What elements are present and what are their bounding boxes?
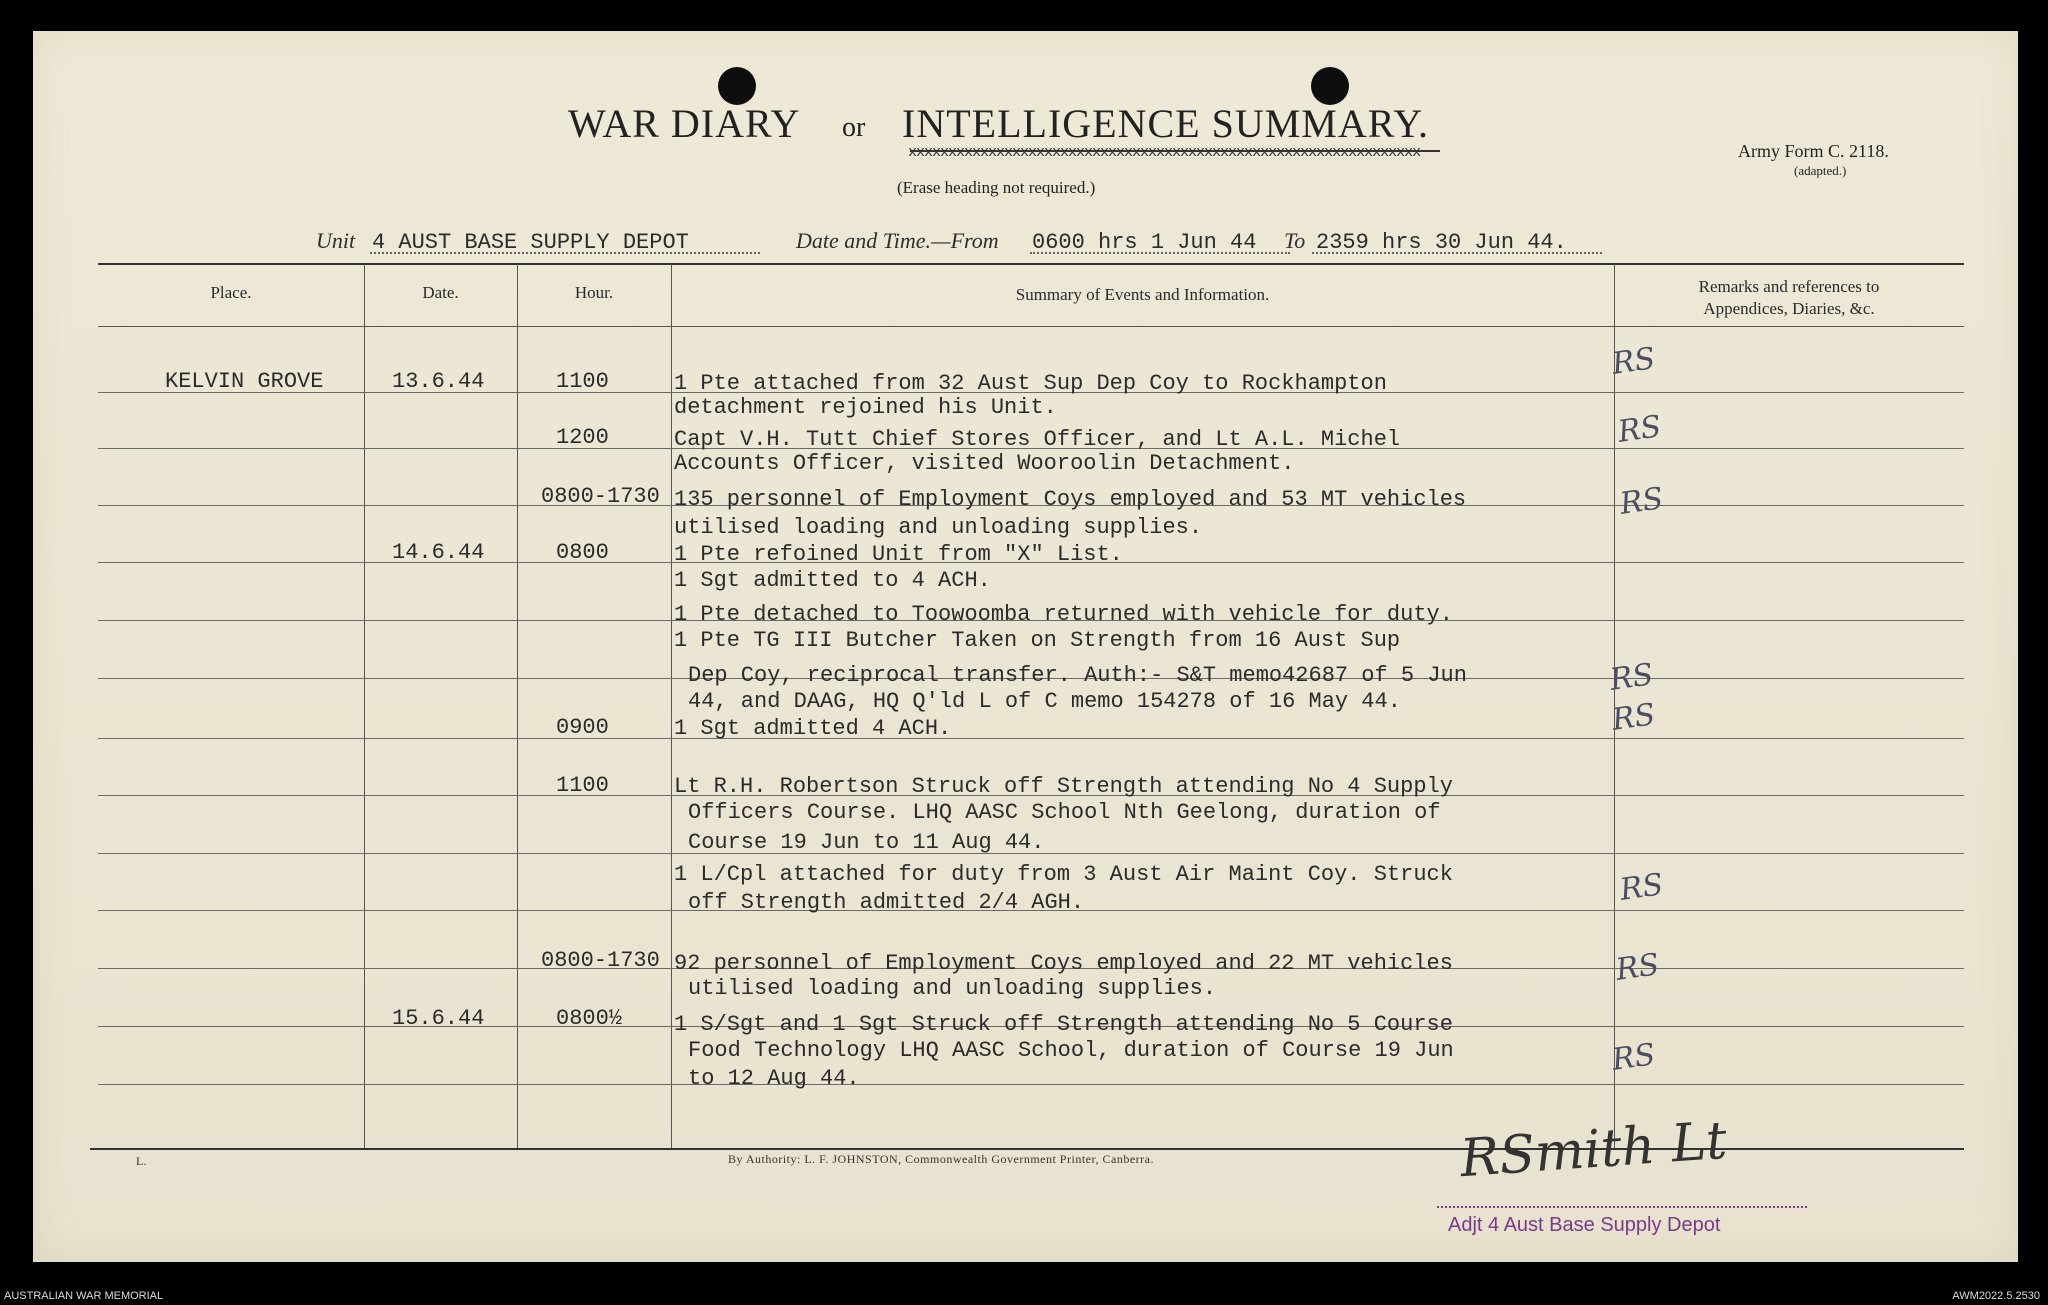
remarks-initials: RS [1617, 867, 1666, 908]
summary-line: Lt R.H. Robertson Struck off Strength attending No 4 Supply [674, 774, 1453, 799]
remarks-initials: RS [1607, 657, 1656, 698]
adjutant-stamp: Adjt 4 Aust Base Supply Depot [1448, 1214, 1721, 1236]
printer-authority: By Authority: L. F. JOHNSTON, Commonwealth Government Printer, Canberra. [728, 1152, 1154, 1166]
col-header-summary: Summary of Events and Information. [1015, 285, 1270, 304]
col-divider-2 [517, 264, 518, 1148]
col-header-hour: Hour. [574, 283, 614, 302]
struck-heading: INTELLIGENCE SUMMARY. [902, 101, 1429, 146]
hour-cell: 0800½ [556, 1006, 623, 1031]
summary-line: Dep Coy, reciprocal transfer. Auth:- S&T memo42687 of 5 Jun [688, 663, 1467, 688]
summary-line: 135 personnel of Employment Coys employed and 53 MT vehicles [674, 487, 1467, 512]
unit-label: Unit [316, 228, 356, 253]
ruled-line [98, 1084, 1964, 1085]
summary-line: off Strength admitted 2/4 AGH. [688, 890, 1085, 915]
place-cell: KELVIN GROVE [165, 369, 324, 394]
summary-line: Accounts Officer, visited Wooroolin Detachment. [674, 451, 1295, 476]
adapted-note: (adapted.) [1794, 163, 1847, 178]
remarks-initials: RS [1615, 409, 1664, 450]
summary-line: Course 19 Jun to 11 Aug 44. [688, 830, 1045, 855]
summary-line: 44, and DAAG, HQ Q'ld L of C memo 154278 of 16 May 44. [688, 689, 1401, 714]
army-form-number: Army Form C. 2118. [1738, 141, 1889, 161]
to-value: 2359 hrs 30 Jun 44. [1316, 230, 1567, 255]
col-header-place: Place. [210, 283, 252, 302]
form-title: WAR DIARY [568, 101, 801, 146]
date-time-label: Date and Time.—From [796, 228, 999, 253]
summary-line: 92 personnel of Employment Coys employed and 22 MT vehicles [674, 951, 1453, 976]
hour-cell: 0800-1730 [541, 484, 660, 509]
archive-reference: AWM2022.5.2530 [1952, 1290, 2040, 1302]
erase-note: (Erase heading not required.) [897, 178, 1096, 197]
col-header-remarks: Remarks and references to [1698, 277, 1880, 296]
signature: RSmith Lt [1458, 1110, 1729, 1190]
remarks-initials: RS [1609, 697, 1658, 738]
hour-cell: 1100 [556, 369, 609, 394]
to-label: To [1284, 228, 1306, 253]
hour-cell: 0900 [556, 715, 609, 740]
remarks-initials: RS [1613, 947, 1662, 988]
hour-cell: 1200 [556, 425, 609, 450]
date-cell: 14.6.44 [392, 540, 485, 565]
summary-line: 1 L/Cpl attached for duty from 3 Aust Air Maint Coy. Struck [674, 862, 1453, 887]
summary-line: 1 Pte TG III Butcher Taken on Strength from 16 Aust Sup [674, 628, 1401, 653]
summary-line: 1 Sgt admitted 4 ACH. [674, 716, 952, 741]
summary-line: 1 Pte refoined Unit from "X" List. [674, 542, 1123, 567]
summary-line: 1 S/Sgt and 1 Sgt Struck off Strength attending No 5 Course [674, 1012, 1453, 1037]
summary-line: to 12 Aug 44. [688, 1066, 860, 1091]
col-header-remarks-2: Appendices, Diaries, &c. [1703, 299, 1875, 318]
footer-mark: L. [136, 1154, 147, 1168]
summary-line: Officers Course. LHQ AASC School Nth Geelong, duration of [688, 800, 1441, 825]
remarks-initials: RS [1609, 341, 1658, 382]
summary-line: Food Technology LHQ AASC School, duration of Course 19 Jun [688, 1038, 1454, 1063]
ruled-line [98, 738, 1964, 739]
col-header-date: Date. [422, 283, 459, 302]
struck-heading-xs: xxxxxxxxxxxxxxxxxxxxxxxxxxxxxxxxxxxxxxxxxxxxxxxxxxxxxxxxxxxxxxxx [908, 144, 1421, 161]
remarks-initials: RS [1609, 1037, 1658, 1078]
date-cell: 13.6.44 [392, 369, 485, 394]
from-value: 0600 hrs 1 Jun 44 [1032, 230, 1257, 255]
hour-cell: 1100 [556, 773, 609, 798]
date-cell: 15.6.44 [392, 1006, 485, 1031]
hour-cell: 0800-1730 [541, 948, 660, 973]
summary-line: utilised loading and unloading supplies. [688, 976, 1217, 1001]
summary-line: utilised loading and unloading supplies. [674, 515, 1203, 540]
summary-line: Capt V.H. Tutt Chief Stores Officer, and Lt A.L. Michel [674, 427, 1401, 452]
col-divider-3 [671, 264, 672, 1148]
title-or: or [842, 112, 866, 143]
summary-line: 1 Pte detached to Toowoomba returned with vehicle for duty. [674, 602, 1453, 627]
remarks-initials: RS [1617, 481, 1666, 522]
table-header-rule [98, 326, 1964, 327]
table-top-rule [98, 263, 1964, 265]
unit-value: 4 AUST BASE SUPPLY DEPOT [372, 230, 689, 255]
hour-cell: 0800 [556, 540, 609, 565]
archive-credit: AUSTRALIAN WAR MEMORIAL [4, 1290, 164, 1302]
col-divider-1 [364, 264, 365, 1148]
summary-line: detachment rejoined his Unit. [674, 395, 1057, 420]
stamp-dotted-line [1437, 1206, 1807, 1208]
strike-line [910, 150, 1440, 152]
summary-line: 1 Pte attached from 32 Aust Sup Dep Coy to Rockhampton [674, 371, 1387, 396]
summary-line: 1 Sgt admitted to 4 ACH. [674, 568, 991, 593]
